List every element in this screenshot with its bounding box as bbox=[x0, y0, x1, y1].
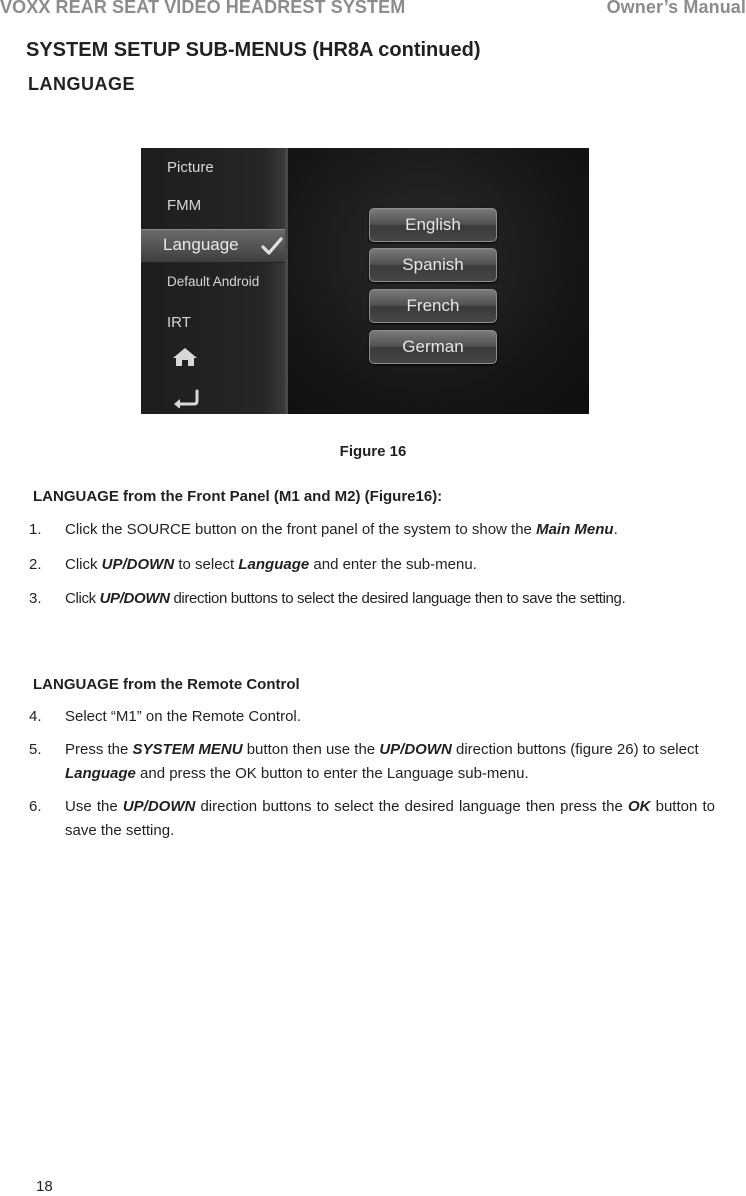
menu-item-language-selected bbox=[141, 229, 285, 263]
language-option-french: French bbox=[369, 289, 497, 323]
front-panel-heading: LANGUAGE from the Front Panel (M1 and M2) (Figure16): bbox=[33, 488, 443, 505]
step-3: Click UP/DOWN direction buttons to select the desired language then to save the setting. bbox=[65, 590, 626, 607]
menu-item-fmm: FMM bbox=[167, 197, 202, 214]
back-arrow-icon bbox=[171, 388, 201, 408]
home-icon bbox=[171, 346, 199, 368]
language-option-spanish: Spanish bbox=[369, 248, 497, 282]
step-4: Select “M1” on the Remote Control. bbox=[65, 708, 301, 725]
page-title: SYSTEM SETUP SUB-MENUS (HR8A continued) bbox=[26, 39, 481, 61]
menu-item-language: Language bbox=[163, 235, 239, 254]
step-number: 5. bbox=[29, 741, 42, 758]
step-5: Press the SYSTEM MENU button then use the UP/DOWN direction buttons (figure 26) to select Language and press the OK button to enter the Language sub-menu. bbox=[65, 741, 699, 782]
header-title: VOXX REAR SEAT VIDEO HEADREST SYSTEM bbox=[0, 0, 406, 17]
step-number: 2. bbox=[29, 556, 42, 573]
section-title: LANGUAGE bbox=[28, 74, 135, 94]
language-option-german: German bbox=[369, 330, 497, 364]
menu-item-default-android: Default Android bbox=[167, 274, 260, 289]
language-menu-screenshot bbox=[141, 148, 589, 414]
step-number: 4. bbox=[29, 708, 42, 725]
step-number: 3. bbox=[29, 590, 42, 607]
language-option-english: English bbox=[369, 208, 497, 242]
menu-item-picture: Picture bbox=[167, 159, 214, 176]
step-1: Click the SOURCE button on the front panel of the system to show the Main Menu. bbox=[65, 521, 618, 538]
checkmark-icon bbox=[261, 237, 283, 255]
step-2: Click UP/DOWN to select Language and enter the sub-menu. bbox=[65, 556, 477, 573]
step-6: Use the UP/DOWN direction buttons to select the desired language then press the OK button to save the setting. bbox=[65, 798, 715, 839]
figure-caption: Figure 16 bbox=[339, 443, 407, 460]
menu-item-irt: IRT bbox=[167, 314, 191, 331]
settings-sidebar bbox=[141, 148, 285, 414]
header-manual-label: Owner’s Manual bbox=[606, 0, 746, 17]
page-number: 18 bbox=[36, 1178, 53, 1195]
step-number: 1. bbox=[29, 521, 42, 538]
remote-control-heading: LANGUAGE from the Remote Control bbox=[33, 676, 300, 693]
step-number: 6. bbox=[29, 798, 42, 815]
